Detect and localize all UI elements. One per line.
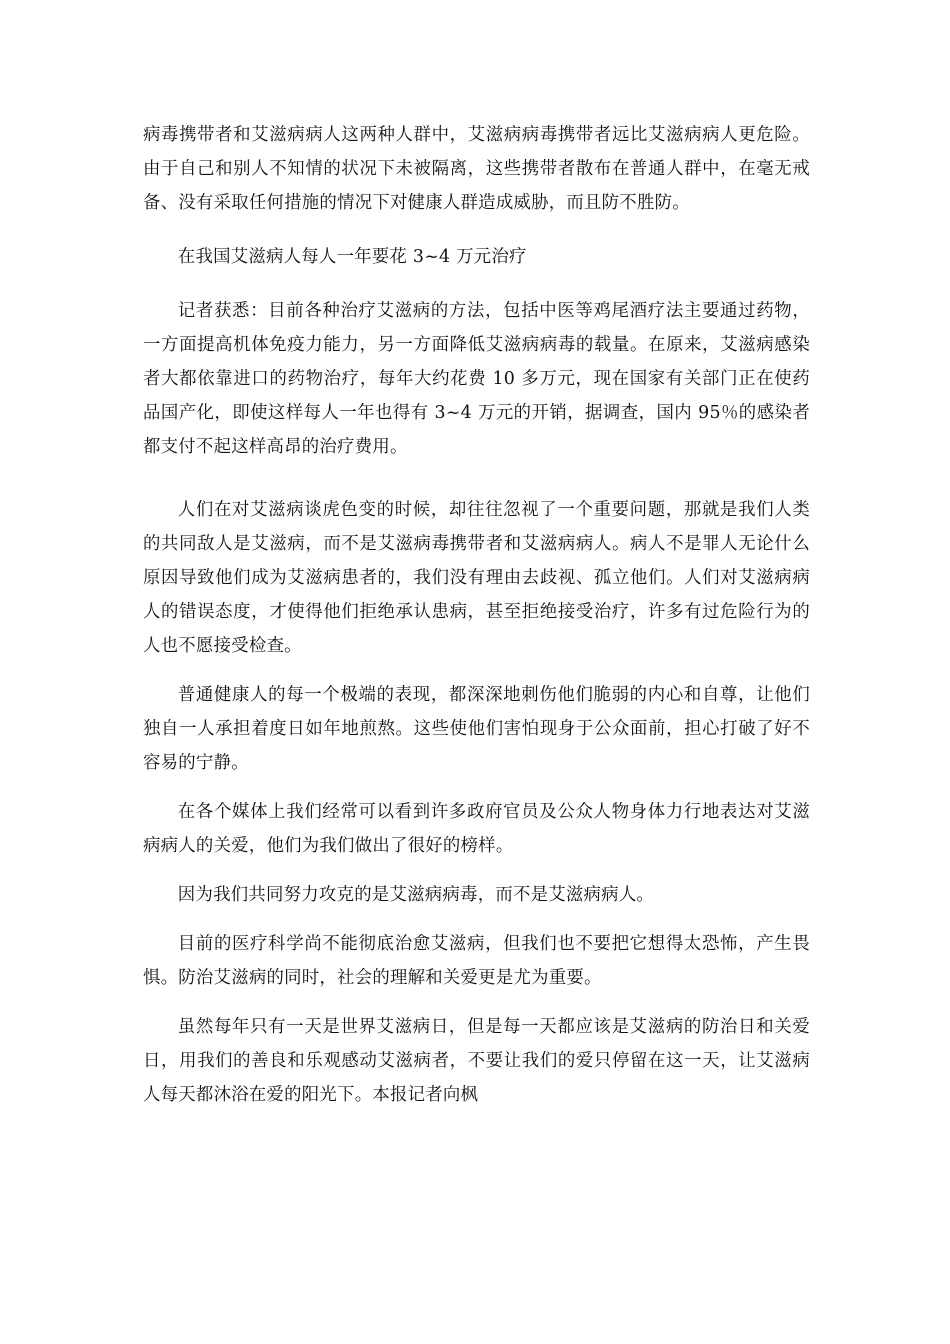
paragraph-3: 人们在对艾滋病谈虎色变的时候，却往往忽视了一个重要问题，那就是我们人类的共同敌人是艾滋病，而不是艾滋病毒携带者和艾滋病病人。病人不是罪人无论什么原因导致他们成为艾滋病患者的，我们没有理由去歧视、孤立他们。人们对艾滋病病人的错误态度，才使得他们拒绝承认患病，甚至拒绝接受治疗，许多有过危险行为的人也不愿接受检查。 <box>143 500 810 656</box>
document-page <box>143 118 810 1112</box>
paragraph-6: 因为我们共同努力攻克的是艾滋病病毒，而不是艾滋病病人。 <box>177 885 655 905</box>
section-heading: 在我国艾滋病人每人一年要花 3~4 万元治疗 <box>177 247 527 267</box>
paragraph-8: 虽然每年只有一天是世界艾滋病日，但是每一天都应该是艾滋病的防治日和关爱日，用我们的善良和乐观感动艾滋病者，不要让我们的爱只停留在这一天，让艾滋病人每天都沐浴在爱的阳光下。本报记者向枫 <box>143 1017 810 1105</box>
paragraph-2: 记者获悉：目前各种治疗艾滋病的方法，包括中医等鸡尾酒疗法主要通过药物，一方面提高机体免疫力能力，另一方面降低艾滋病病毒的载量。在原来，艾滋病感染者大都依靠进口的药物治疗，每年大约花费 10 多万元，现在国家有关部门正在使药品国产化，即使这样每人一年也得有 3~4 万元的开销，据调查，国内 95％的感染者都支付不起这样高昂的治疗费用。 <box>143 301 810 457</box>
paragraph-1: 病毒携带者和艾滋病病人这两种人群中，艾滋病病毒携带者远比艾滋病病人更危险。由于自己和别人不知情的状况下未被隔离，这些携带者散布在普通人群中，在毫无戒备、没有采取任何措施的情况下对健康人群造成威胁，而且防不胜防。 <box>143 125 810 213</box>
paragraph-7: 目前的医疗科学尚不能彻底治愈艾滋病，但我们也不要把它想得太恐怖，产生畏惧。防治艾滋病的同时，社会的理解和关爱更是尤为重要。 <box>143 934 810 988</box>
paragraph-5: 在各个媒体上我们经常可以看到许多政府官员及公众人物身体力行地表达对艾滋病病人的关爱，他们为我们做出了很好的榜样。 <box>143 802 810 856</box>
paragraph-4: 普通健康人的每一个极端的表现，都深深地刺伤他们脆弱的内心和自尊，让他们独自一人承担着度日如年地煎熬。这些使他们害怕现身于公众面前，担心打破了好不容易的宁静。 <box>143 685 810 773</box>
